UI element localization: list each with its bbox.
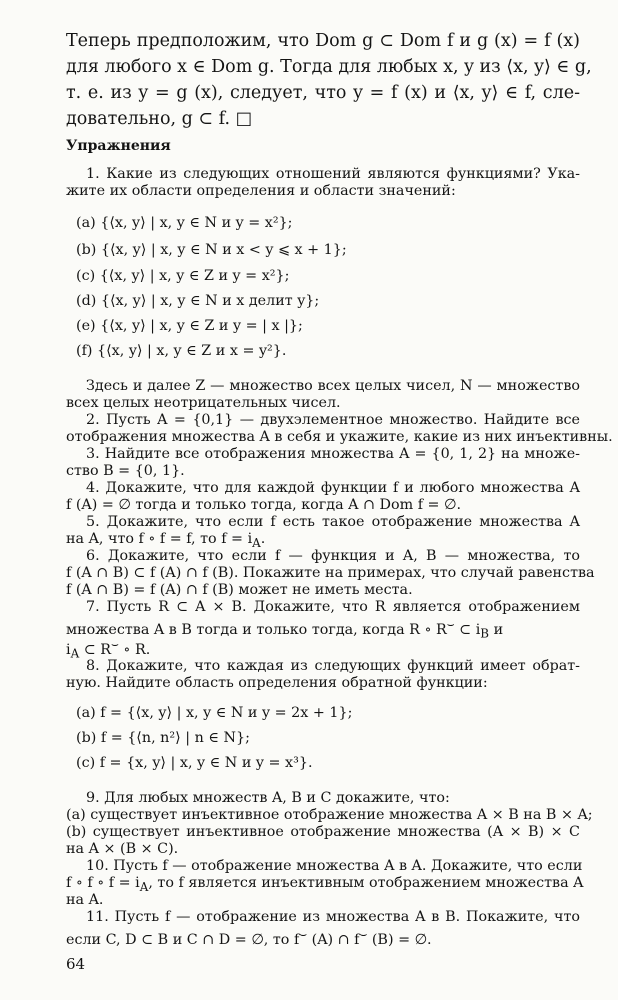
- exercise-1-item-f: (f) {⟨x, y⟩ | x, y ∈ Z и x = y²}.: [76, 343, 287, 359]
- exercise-10-line-1: 10. Пусть f — отображение множества A в A. Докажите, что если: [86, 858, 583, 874]
- exercise-4-line-2: f (A) = ∅ тогда и только тогда, когда A ∩ Dom f = ∅.: [66, 497, 462, 513]
- note-line-2: всех целых неотрицательных чисел.: [66, 395, 341, 411]
- exercise-10-line-2: [66, 875, 583, 896]
- exercise-10-text: f ∘ f ∘ f = i: [66, 875, 140, 891]
- note-line-1: Здесь и далее Z — множество всех целых чисел, N — множество: [86, 378, 580, 394]
- exercise-7-mid: ⊂ i: [454, 621, 481, 638]
- exercise-11-line-1: 11. Пусть f — отображение из множества A в B. Покажите, что: [86, 909, 580, 925]
- exercise-11-mid: (A) ∩ f: [307, 931, 360, 948]
- section-heading: Упражнения: [66, 138, 171, 154]
- exercise-7b-mid: ⊂ R: [79, 641, 112, 658]
- exercise-6-line-1: 6. Докажите, что если f — функция и A, B — множества, то: [86, 548, 580, 564]
- exercise-1-line-2: жите их области определения и области значений:: [66, 183, 456, 199]
- inverse-mark: ⌣: [111, 637, 119, 651]
- exercise-1-item-b: (b) {⟨x, y⟩ | x, y ∈ N и x < y ⩽ x + 1};: [76, 242, 347, 258]
- exercise-1-item-a: (a) {⟨x, y⟩ | x, y ∈ N и y = x²};: [76, 215, 293, 231]
- inverse-mark: ⌣: [359, 927, 368, 941]
- page-number: 64: [66, 955, 86, 973]
- exercise-2-line-2: отображения множества A в себя и укажите, какие из них инъективны.: [66, 429, 613, 445]
- exercise-6-line-2: f (A ∩ B) ⊂ f (A) ∩ f (B). Покажите на примерах, что случай равенства: [66, 565, 595, 581]
- subscript-a: A: [70, 646, 80, 661]
- inverse-mark: ⌣: [446, 617, 455, 631]
- exercise-6-line-3: f (A ∩ B) = f (A) ∩ f (B) может не иметь места.: [66, 582, 413, 598]
- exercise-8-item-a: (a) f = {⟨x, y⟩ | x, y ∈ N и y = 2x + 1};: [76, 705, 353, 721]
- subscript-b: B: [480, 626, 490, 641]
- exercise-3-line-2: ство B = {0, 1}.: [66, 463, 185, 479]
- exercise-1-line-1: 1. Какие из следующих отношений являются функциями? Ука-: [86, 166, 580, 182]
- intro-line-4: довательно, g ⊂ f. □: [66, 109, 253, 129]
- exercise-2-line-1: 2. Пусть A = {0,1} — двухэлементное множество. Найдите все: [86, 412, 580, 428]
- subscript-a: A: [252, 535, 261, 550]
- intro-line-3: т. е. из y = g (x), следует, что y = f (x) и ⟨x, y⟩ ∈ f, сле-: [66, 83, 580, 103]
- exercise-11-end: (B) = ∅.: [367, 931, 432, 948]
- exercise-11-line-2: [66, 926, 432, 949]
- exercise-5-line-2: на A, что f ∘ f = f, то $f = i_A$.: [66, 531, 266, 550]
- inverse-mark: ⌣: [299, 927, 308, 941]
- exercise-8-item-c: (c) f = {x, y⟩ | x, y ∈ N и y = x³}.: [76, 755, 313, 771]
- exercise-8-line-1: 8. Докажите, что каждая из следующих функций имеет обрат-: [86, 658, 580, 674]
- exercise-10-rest: , то f является инъективным отображением множества A: [148, 875, 584, 891]
- intro-line-1: Теперь предположим, что Dom g ⊂ Dom f и g (x) = f (x): [66, 31, 580, 51]
- exercise-5-text: на A, что f ∘ f = f, то f = i: [66, 531, 253, 547]
- exercise-1-item-e: (e) {⟨x, y⟩ | x, y ∈ Z и y = | x |};: [76, 318, 303, 334]
- exercise-1-item-d: (d) {⟨x, y⟩ | x, y ∈ N и x делит y};: [76, 293, 320, 309]
- exercise-9-item-b: (b) существует инъективное отображение множества (A × B) × C: [66, 824, 580, 840]
- exercise-11-text: если C, D ⊂ B и C ∩ D = ∅, то f: [66, 931, 300, 948]
- intro-line-2: для любого x ∈ Dom g. Тогда для любых x, y из ⟨x, y⟩ ∈ g,: [66, 57, 592, 77]
- exercise-4-line-1: 4. Докажите, что для каждой функции f и любого множества A: [86, 480, 580, 496]
- exercise-3-line-1: 3. Найдите все отображения множества A = {0, 1, 2} на множе-: [86, 446, 580, 462]
- exercise-9-item-a: (a) существует инъективное отображение множества A × B на B × A;: [66, 807, 593, 823]
- exercise-1-item-c: (c) {⟨x, y⟩ | x, y ∈ Z и y = x²};: [76, 268, 290, 284]
- exercise-7-line-1: 7. Пусть R ⊂ A × B. Докажите, что R является отображением: [86, 599, 580, 615]
- exercise-8-line-2: ную. Найдите область определения обратной функции:: [66, 675, 488, 691]
- exercise-8-item-b: (b) f = {⟨n, n²⟩ | n ∈ N};: [76, 730, 250, 746]
- exercise-7-end: и: [489, 621, 504, 638]
- exercise-7-text: множества A в B тогда и только тогда, когда R ∘ R: [66, 621, 447, 638]
- exercise-9-line-1: 9. Для любых множеств A, B и C докажите, что:: [86, 790, 450, 806]
- identity-letter: i: [66, 641, 71, 658]
- exercise-7b-end: ∘ R.: [118, 641, 151, 658]
- exercise-5-line-1: 5. Докажите, что если f есть такое отображение множества A: [86, 514, 580, 530]
- subscript-a: A: [139, 879, 149, 894]
- exercise-10-line-3: на A.: [66, 892, 104, 908]
- exercise-9-line-4: на A × (B × C).: [66, 841, 179, 857]
